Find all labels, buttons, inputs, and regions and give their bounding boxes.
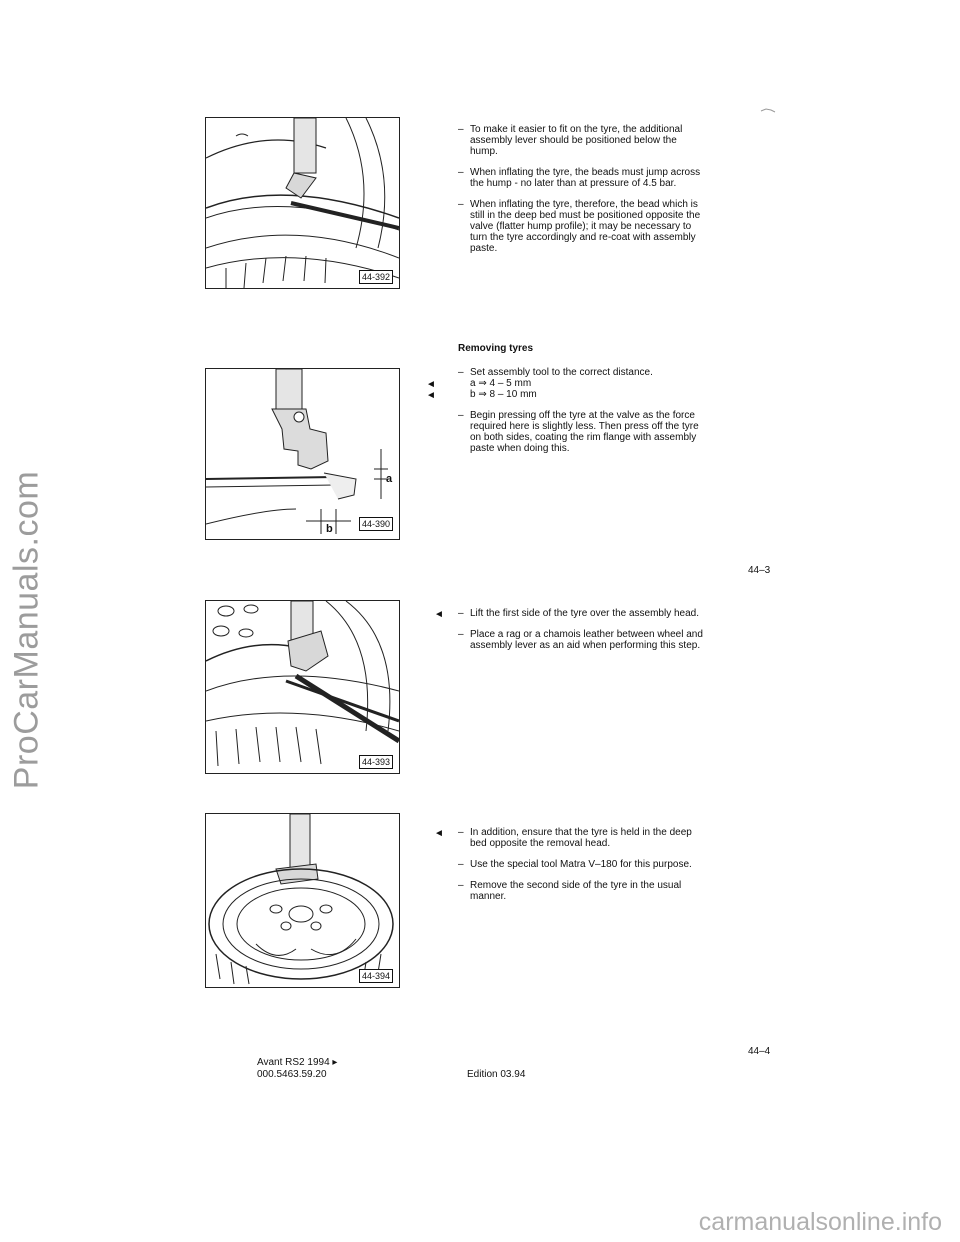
dimension-label-b: b xyxy=(326,523,333,535)
list-item xyxy=(458,199,703,254)
watermark-left xyxy=(4,460,50,800)
figure-44-394-illustration xyxy=(206,814,399,987)
dimension-line-a xyxy=(426,378,703,390)
footer-model-info xyxy=(257,1057,337,1081)
list-item xyxy=(458,167,703,189)
item-text: To make it easier to fit on the tyre, the additional assembly lever should be positioned below the hump. xyxy=(470,124,683,157)
dash-symbol: – xyxy=(458,410,464,421)
item-text: Begin pressing off the tyre at the valve as the force required here is slightly less. Then press off the tyre on both sides, coating the rim flange with assembly paste when doing this. xyxy=(470,410,699,454)
section2-text xyxy=(426,367,703,464)
section-heading: Removing tyres xyxy=(458,343,534,354)
list-item xyxy=(458,410,703,454)
page-number-44-4: 44–4 xyxy=(748,1046,771,1057)
list-item xyxy=(426,367,703,401)
arrow-left-icon: ◄ xyxy=(426,390,436,401)
figure-label: 44-392 xyxy=(359,270,393,284)
dash-symbol: – xyxy=(458,827,464,838)
dash-symbol: – xyxy=(458,167,464,178)
watermark-left-text: ProCarManuals.com xyxy=(7,470,46,790)
dash-symbol: – xyxy=(458,859,464,870)
figure-label: 44-390 xyxy=(359,517,393,531)
dimension-b-text: b ⇒ 8 – 10 mm xyxy=(470,389,537,400)
figure-44-390-illustration xyxy=(206,369,399,539)
item-text: When inflating the tyre, therefore, the bead which is still in the deep bed must be positioned opposite the valve (flatter hump profile); it may be necessary to turn the tyre accordingly and re-coat with assembly paste. xyxy=(470,199,701,254)
figure-44-390 xyxy=(205,368,400,540)
list-item xyxy=(458,629,703,651)
section1-text xyxy=(458,124,703,264)
arrow-left-icon: ◄ xyxy=(434,828,444,839)
dimension-a-text: a ⇒ 4 – 5 mm xyxy=(470,378,532,389)
footer-edition: Edition 03.94 xyxy=(467,1069,526,1080)
section3-text xyxy=(434,608,703,661)
item-text: In addition, ensure that the tyre is held in the deep bed opposite the removal head. xyxy=(470,827,692,849)
scan-mark xyxy=(760,100,776,106)
item-text: Set assembly tool to the correct distance. xyxy=(470,367,653,378)
list-item xyxy=(458,880,703,902)
figure-44-393 xyxy=(205,600,400,774)
figure-label: 44-394 xyxy=(359,969,393,983)
page-number-44-3: 44–3 xyxy=(748,565,771,576)
arrow-left-icon: ◄ xyxy=(426,379,436,390)
list-item xyxy=(458,124,703,157)
dash-symbol: – xyxy=(458,608,464,619)
list-item xyxy=(458,859,703,870)
dash-symbol: – xyxy=(458,124,464,135)
watermark-bottom: carmanualsonline.info xyxy=(698,1208,942,1236)
list-item xyxy=(434,608,703,620)
item-text: Use the special tool Matra V–180 for this purpose. xyxy=(470,859,692,870)
dimension-line-b xyxy=(426,389,703,401)
arrow-left-icon: ◄ xyxy=(434,609,444,620)
item-text: Lift the first side of the tyre over the assembly head. xyxy=(470,608,700,619)
section4-text xyxy=(434,827,703,912)
item-text: Place a rag or a chamois leather between wheel and assembly lever as an aid when performing this step. xyxy=(470,629,703,651)
footer-code: 000.5463.59.20 xyxy=(257,1069,327,1080)
figure-44-394 xyxy=(205,813,400,988)
dash-symbol: – xyxy=(458,629,464,640)
list-item xyxy=(434,827,703,849)
footer-model: Avant RS2 1994 ▸ xyxy=(257,1057,338,1068)
item-text: When inflating the tyre, the beads must jump across the hump - no later than at pressure of 4.5 bar. xyxy=(470,167,701,189)
dash-symbol: – xyxy=(458,199,464,210)
figure-44-393-illustration xyxy=(206,601,399,773)
figure-44-392 xyxy=(205,117,400,289)
dash-symbol: – xyxy=(458,367,464,378)
figure-label: 44-393 xyxy=(359,755,393,769)
dimension-label-a: a xyxy=(386,473,393,485)
figure-44-392-illustration xyxy=(206,118,399,288)
item-text: Remove the second side of the tyre in the usual manner. xyxy=(470,880,682,902)
dash-symbol: – xyxy=(458,880,464,891)
